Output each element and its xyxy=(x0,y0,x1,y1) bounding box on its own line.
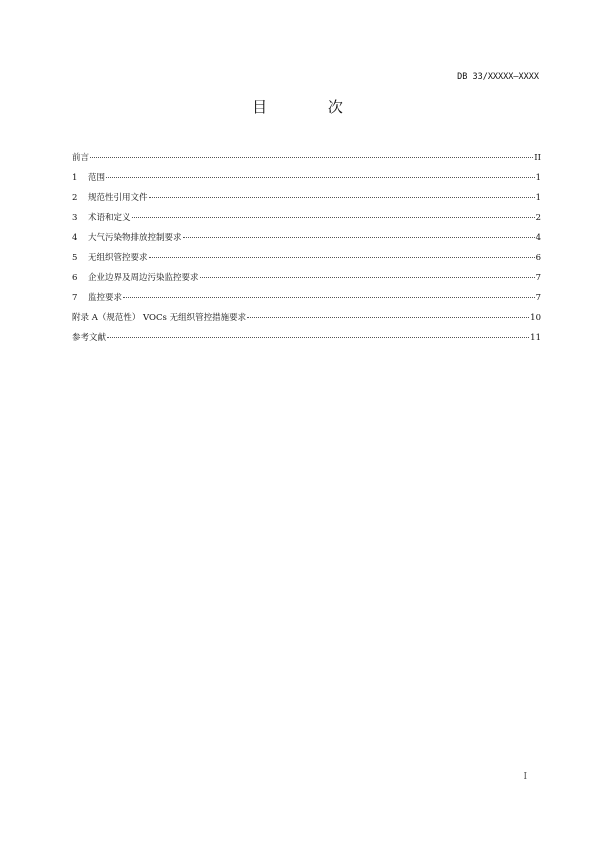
toc-leader-dots xyxy=(123,297,535,298)
toc-entry-number: 4 xyxy=(72,233,78,243)
toc-entry-page: II xyxy=(534,153,541,163)
toc-entry-label: 前言 xyxy=(72,153,90,163)
toc-title: 目 次 xyxy=(252,98,371,116)
toc-leader-dots xyxy=(247,317,529,318)
toc-entry-number: 7 xyxy=(72,293,78,303)
toc-entry-number: 6 xyxy=(72,273,78,283)
toc-leader-dots xyxy=(183,237,535,238)
toc-leader-dots xyxy=(107,337,529,338)
toc-entry-label: 监控要求 xyxy=(88,293,123,303)
toc-entry-label: 无组织管控要求 xyxy=(88,253,148,263)
toc-entry-page: 10 xyxy=(530,313,541,323)
toc-entry-label: 参考文献 xyxy=(72,333,107,343)
toc-entry-page: 7 xyxy=(535,273,541,283)
document-code: DB 33/XXXXX—XXXX xyxy=(457,72,539,82)
toc-entry-normative-references[interactable] xyxy=(72,190,541,210)
toc-entry-label: 术语和定义 xyxy=(88,213,131,223)
toc-entry-page: 6 xyxy=(535,253,541,263)
toc-entry-boundary-monitoring[interactable] xyxy=(72,270,541,290)
toc-leader-dots xyxy=(90,157,533,158)
toc-leader-dots xyxy=(149,197,535,198)
toc-leader-dots xyxy=(149,257,535,258)
toc-entry-appendix-a[interactable] xyxy=(72,310,541,330)
table-of-contents xyxy=(72,150,541,350)
toc-entry-bibliography[interactable] xyxy=(72,330,541,350)
toc-entry-number: 5 xyxy=(72,253,78,263)
toc-entry-page: 7 xyxy=(535,293,541,303)
toc-entry-number: 2 xyxy=(72,193,78,203)
toc-entry-fugitive-control[interactable] xyxy=(72,250,541,270)
toc-entry-page: 1 xyxy=(535,173,541,183)
toc-entry-label: 大气污染物排放控制要求 xyxy=(88,233,182,243)
toc-entry-label: 附录 A（规范性） VOCs 无组织管控措施要求 xyxy=(72,313,247,323)
toc-entry-page: 2 xyxy=(535,213,541,223)
toc-entry-page: 1 xyxy=(535,193,541,203)
toc-entry-number: 3 xyxy=(72,213,78,223)
toc-entry-label: 企业边界及周边污染监控要求 xyxy=(88,273,199,283)
toc-entry-number: 1 xyxy=(72,173,78,183)
toc-entry-label: 范围 xyxy=(88,173,106,183)
toc-leader-dots xyxy=(106,177,535,178)
toc-entry-emission-control[interactable] xyxy=(72,230,541,250)
toc-entry-page: 11 xyxy=(530,333,541,343)
page-number: I xyxy=(523,772,527,782)
toc-entry-foreword[interactable] xyxy=(72,150,541,170)
toc-leader-dots xyxy=(200,277,535,278)
toc-entry-label: 规范性引用文件 xyxy=(88,193,148,203)
toc-entry-monitoring[interactable] xyxy=(72,290,541,310)
toc-entry-terms-definitions[interactable] xyxy=(72,210,541,230)
toc-entry-page: 4 xyxy=(535,233,541,243)
toc-entry-scope[interactable] xyxy=(72,170,541,190)
toc-leader-dots xyxy=(132,217,535,218)
